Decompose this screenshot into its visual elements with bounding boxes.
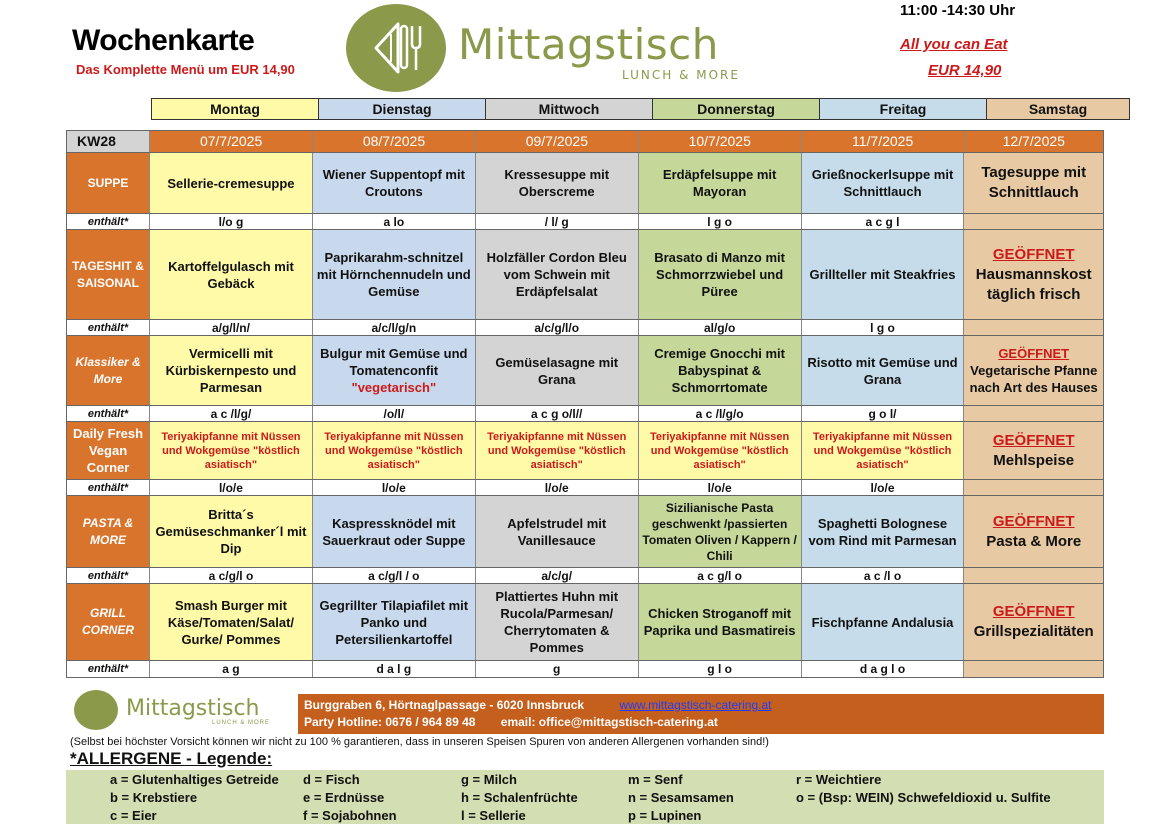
allergen-code: l g o: [639, 214, 802, 229]
dish-cell: Apfelstrudel mit Vanillesauce: [476, 496, 639, 567]
dish-cell: Teriyakipfanne mit Nüssen und Wokgemüse "köstlich asiatisch": [802, 422, 965, 479]
allergen-code: a c /l/g/: [150, 406, 313, 421]
dish-cell: [313, 336, 476, 405]
table-row-pasta: [67, 496, 1103, 568]
dish-cell: Gegrillter Tilapiafilet mit Panko und Petersilienkartoffel: [313, 584, 476, 660]
dish-cell: Sellerie-cremesuppe: [150, 153, 313, 213]
legend-item: b = Krebstiere: [110, 790, 198, 805]
day-header-monday: Montag: [152, 99, 319, 119]
allergen-code: g o l/: [802, 406, 965, 421]
allergen-row: [67, 320, 1103, 336]
allergen-code: /o/l/: [313, 406, 476, 421]
all-you-can-eat-label: All you can Eat: [900, 36, 1008, 53]
allergen-code: [964, 661, 1103, 677]
dish-cell: Britta´s Gemüseschmanker´l mit Dip: [150, 496, 313, 567]
allergen-code: a/g/l/n/: [150, 320, 313, 335]
allergen-code: l/o/e: [313, 480, 476, 495]
dish-cell: [964, 422, 1103, 479]
brand-logo: [346, 4, 746, 92]
legend-item: p = Lupinen: [628, 808, 702, 823]
dish-cell: Fischpfanne Andalusia: [802, 584, 965, 660]
dish-cell: Teriyakipfanne mit Nüssen und Wokgemüse "köstlich asiatisch": [476, 422, 639, 479]
allergen-row: [67, 406, 1103, 422]
date-monday: 07/7/2025: [150, 131, 313, 152]
category-suppe: SUPPE: [67, 153, 150, 213]
contains-label: enthält*: [67, 568, 150, 583]
day-header-thursday: Donnerstag: [653, 99, 820, 119]
allergen-code: a c/g/l / o: [313, 568, 476, 583]
dish-cell: [964, 584, 1103, 660]
allergen-code: a c g o/l//: [476, 406, 639, 421]
legend-item: o = (Bsp: WEIN) Schwefeldioxid u. Sulfite: [796, 790, 1051, 805]
category-daily-fresh: Daily Fresh Vegan Corner: [67, 422, 150, 479]
category-tageshit: TAGESHIT & SAISONAL: [67, 230, 150, 319]
dish-cell: Holzfäller Cordon Bleu vom Schwein mit Erdäpfelsalat: [476, 230, 639, 319]
day-header-row: [151, 98, 1130, 120]
dish-cell: Teriyakipfanne mit Nüssen und Wokgemüse "köstlich asiatisch": [313, 422, 476, 479]
legend-item: n = Sesamsamen: [628, 790, 734, 805]
dish-cell: Chicken Stroganoff mit Paprika und Basmatireis: [639, 584, 802, 660]
allergen-code: a/c/l/g/n: [313, 320, 476, 335]
dish-cell: Tagesuppe mit Schnittlauch: [964, 153, 1103, 213]
dish-cell: Teriyakipfanne mit Nüssen und Wokgemüse "köstlich asiatisch": [150, 422, 313, 479]
day-header-friday: Freitag: [820, 99, 987, 119]
allergen-code: [964, 406, 1103, 421]
allergen-code: a lo: [313, 214, 476, 229]
cutlery-logo-icon: [346, 4, 446, 92]
footer-brand-name: Mittagstisch: [126, 696, 260, 721]
allergen-code: l/o/e: [802, 480, 965, 495]
dish-cell: Brasato di Manzo mit Schmorrzwiebel und Püree: [639, 230, 802, 319]
dish-cell: Grießnockerlsuppe mit Schnittlauch: [802, 153, 965, 213]
footer-logo: [66, 688, 298, 734]
week-number: KW28: [67, 131, 150, 152]
allergen-legend: [66, 770, 1104, 824]
dish-cell: Wiener Suppentopf mit Croutons: [313, 153, 476, 213]
day-header-tuesday: Dienstag: [319, 99, 486, 119]
allergen-code: [964, 480, 1103, 495]
allergen-row: [67, 214, 1103, 230]
dish-cell: Spaghetti Bolognese vom Rind mit Parmesan: [802, 496, 965, 567]
week-date-row: [67, 131, 1103, 153]
open-badge: GEÖFFNET: [992, 512, 1075, 530]
allergen-code: al/g/o: [639, 320, 802, 335]
date-tuesday: 08/7/2025: [313, 131, 476, 152]
legend-item: c = Eier: [110, 808, 157, 823]
allergen-code: a c/g/l o: [150, 568, 313, 583]
legend-item: h = Schalenfrüchte: [461, 790, 578, 805]
dish-cell: [964, 230, 1103, 319]
table-row-grill: [67, 584, 1103, 661]
legend-item: f = Sojabohnen: [303, 808, 397, 823]
legend-item: m = Senf: [628, 772, 683, 787]
open-badge: GEÖFFNET: [992, 245, 1075, 263]
day-header-wednesday: Mittwoch: [486, 99, 653, 119]
allergen-legend-title: *ALLERGENE - Legende:: [70, 749, 273, 768]
dish-cell: Paprikarahm-schnitzel mit Hörnchennudeln und Gemüse: [313, 230, 476, 319]
allergen-code: a c /l/g/o: [639, 406, 802, 421]
dish-cell: Sizilianische Pasta geschwenkt /passierten Tomaten Oliven / Kappern / Chili: [639, 496, 802, 567]
category-pasta: PASTA & MORE: [67, 496, 150, 567]
price-label: EUR 14,90: [928, 62, 1002, 79]
page-title: Wochenkarte: [72, 24, 255, 57]
allergen-row: [67, 661, 1103, 677]
dish-cell: Kartoffelgulasch mit Gebäck: [150, 230, 313, 319]
date-thursday: 10/7/2025: [639, 131, 802, 152]
dish-cell: Smash Burger mit Käse/Tomaten/Salat/ Gurke/ Pommes: [150, 584, 313, 660]
allergen-code: [964, 568, 1103, 583]
legend-item: e = Erdnüsse: [303, 790, 385, 805]
allergen-row: [67, 568, 1103, 584]
allergen-code: a g: [150, 661, 313, 677]
dish-text: Vegetarische Pfanne nach Art des Hauses: [969, 363, 1098, 395]
allergen-code: l/o/e: [476, 480, 639, 495]
dish-cell: Kressesuppe mit Oberscreme: [476, 153, 639, 213]
contains-label: enthält*: [67, 661, 150, 677]
email-text: email: office@mittagstisch-catering.at: [500, 715, 718, 729]
opening-hours: 11:00 -14:30 Uhr: [900, 2, 1016, 19]
dish-text: Bulgur mit Gemüse und Tomatenconfit: [320, 346, 468, 378]
legend-item: a = Glutenhaltiges Getreide: [110, 772, 279, 787]
dish-cell: Vermicelli mit Kürbiskernpesto und Parmesan: [150, 336, 313, 405]
dish-cell: Teriyakipfanne mit Nüssen und Wokgemüse "köstlich asiatisch": [639, 422, 802, 479]
table-row-daily-fresh: [67, 422, 1103, 480]
allergen-code: [964, 214, 1103, 229]
allergen-code: d a g l o: [802, 661, 965, 677]
dish-text: Pasta & More: [986, 532, 1082, 550]
open-badge: GEÖFFNET: [992, 431, 1075, 449]
legend-item: l = Sellerie: [461, 808, 526, 823]
dish-text: Hausmannskost täglich frisch: [975, 265, 1092, 303]
dish-cell: Grillteller mit Steakfries: [802, 230, 965, 319]
category-grill: GRILL CORNER: [67, 584, 150, 660]
allergen-code: a c g l: [802, 214, 965, 229]
allergen-code: a/c/g/: [476, 568, 639, 583]
open-badge: GEÖFFNET: [998, 346, 1070, 361]
dish-cell: [964, 496, 1103, 567]
contains-label: enthält*: [67, 406, 150, 421]
allergen-disclaimer: (Selbst bei höchster Vorsicht können wir nicht zu 100 % garantieren, dass in unseren Speisen Spuren von anderen Allergenen vorhanden sind!): [70, 736, 769, 748]
category-klassiker: Klassiker & More: [67, 336, 150, 405]
open-badge: GEÖFFNET: [992, 603, 1075, 620]
contains-label: enthält*: [67, 480, 150, 495]
weekly-menu-table: [66, 130, 1104, 678]
legend-item: g = Milch: [461, 772, 517, 787]
allergen-row: [67, 480, 1103, 496]
address-text: Burggraben 6, Hörtnaglpassage - 6020 Innsbruck: [304, 698, 585, 712]
dish-cell: Cremige Gnocchi mit Babyspinat & Schmorrtomate: [639, 336, 802, 405]
allergen-code: / l/ g: [476, 214, 639, 229]
legend-item: r = Weichtiere: [796, 772, 882, 787]
allergen-code: g l o: [639, 661, 802, 677]
table-row-klassiker: [67, 336, 1103, 406]
date-friday: 11/7/2025: [802, 131, 965, 152]
brand-tagline: LUNCH & MORE: [622, 68, 740, 82]
allergen-code: l/o g: [150, 214, 313, 229]
date-saturday: 12/7/2025: [965, 131, 1103, 152]
dish-cell: Gemüselasagne mit Grana: [476, 336, 639, 405]
dish-cell: Kaspressknödel mit Sauerkraut oder Suppe: [313, 496, 476, 567]
dish-cell: Risotto mit Gemüse und Grana: [802, 336, 965, 405]
allergen-code: a c /l o: [802, 568, 965, 583]
allergen-code: l/o/e: [150, 480, 313, 495]
allergen-code: d a l g: [313, 661, 476, 677]
date-wednesday: 09/7/2025: [476, 131, 639, 152]
contains-label: enthält*: [67, 214, 150, 229]
brand-name: Mittagstisch: [458, 20, 719, 69]
contains-label: enthält*: [67, 320, 150, 335]
menu-price-subtitle: Das Komplette Menü um EUR 14,90: [76, 62, 295, 77]
day-header-saturday: Samstag: [987, 99, 1129, 119]
cutlery-logo-icon: [74, 690, 118, 730]
allergen-code: a/c/g/l/o: [476, 320, 639, 335]
legend-item: d = Fisch: [303, 772, 360, 787]
hotline-text: Party Hotline: 0676 / 964 89 48: [304, 715, 476, 729]
table-row-suppe: [67, 153, 1103, 214]
allergen-code: l g o: [802, 320, 965, 335]
contact-bar: [298, 694, 1104, 734]
dish-cell: [964, 336, 1103, 405]
allergen-code: a c g/l o: [639, 568, 802, 583]
allergen-code: l/o/e: [639, 480, 802, 495]
allergen-code: g: [476, 661, 639, 677]
dish-cell: Plattiertes Huhn mit Rucola/Parmesan/ Cherrytomaten & Pommes: [476, 584, 639, 660]
dish-cell: Erdäpfelsuppe mit Mayoran: [639, 153, 802, 213]
footer-brand-tagline: LUNCH & MORE: [212, 720, 271, 726]
dish-text: Grillspezialitäten: [973, 623, 1094, 640]
vegetarian-note: "vegetarisch": [351, 380, 437, 395]
dish-text: Mehlspeise: [993, 451, 1075, 469]
website-link[interactable]: www.mittagstisch-catering.at: [619, 698, 772, 712]
allergen-code: [964, 320, 1103, 335]
table-row-tageshit: [67, 230, 1103, 320]
